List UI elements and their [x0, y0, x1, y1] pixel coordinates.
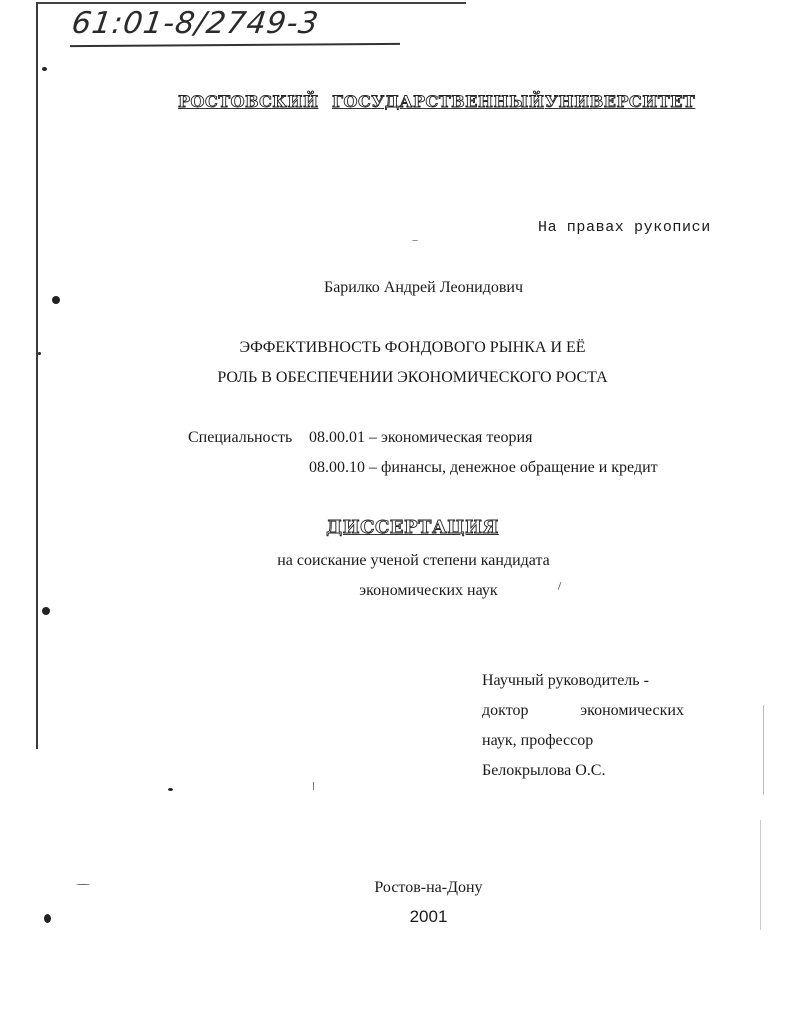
university-header-word-2: ГОСУДАРСТВЕННЫЙ — [332, 92, 545, 111]
document-type-heading: ДИССЕРТАЦИЯ — [326, 517, 499, 538]
advisor-degree-word-1: доктор — [482, 702, 529, 719]
university-header-word-1: РОСТОВСКИЙ — [178, 92, 319, 111]
scan-speck — [168, 788, 173, 791]
advisor-degree-rest: наук, профессор — [482, 732, 594, 749]
author-name: Барилко Андрей Леонидович — [324, 279, 523, 296]
degree-line-1: на соискание ученой степени кандидата — [277, 552, 550, 569]
scan-speck — [52, 296, 60, 304]
scan-speck — [42, 607, 50, 615]
scan-mark — [763, 705, 764, 795]
university-header-word-3: УНИВЕРСИТЕТ — [545, 92, 696, 111]
specialty-item: 08.00.01 – экономическая теория — [309, 429, 533, 446]
advisor-role: Научный руководитель - — [482, 672, 649, 689]
advisor-name: Белокрылова О.С. — [482, 762, 606, 779]
scan-mark — [760, 820, 761, 930]
scan-speck — [38, 352, 41, 355]
scan-speck — [76, 884, 90, 885]
degree-line-2: экономических наук — [359, 582, 498, 599]
advisor-degree-line — [482, 702, 684, 720]
year: 2001 — [409, 907, 448, 926]
city: Ростов-на-Дону — [374, 879, 483, 896]
manuscript-rights-note: На правах рукописи — [538, 219, 711, 236]
advisor-degree-word-2: экономических — [580, 702, 684, 719]
scan-top-rule — [36, 2, 466, 4]
scan-mark — [313, 782, 314, 790]
scan-speck — [44, 914, 51, 923]
handwritten-catalog-number: 61:01-8/2749-3 — [69, 6, 322, 41]
specialty-item: 08.00.10 – финансы, денежное обращение и кредит — [309, 459, 658, 476]
scan-speck — [412, 240, 418, 241]
catalog-underline — [70, 43, 400, 47]
scan-speck — [42, 67, 47, 71]
specialty-label: Специальность — [188, 429, 293, 446]
thesis-title-line-1: ЭФФЕКТИВНОСТЬ ФОНДОВОГО РЫНКА И ЕЁ — [239, 339, 586, 356]
thesis-title-line-2: РОЛЬ В ОБЕСПЕЧЕНИИ ЭКОНОМИЧЕСКОГО РОСТА — [217, 369, 608, 386]
